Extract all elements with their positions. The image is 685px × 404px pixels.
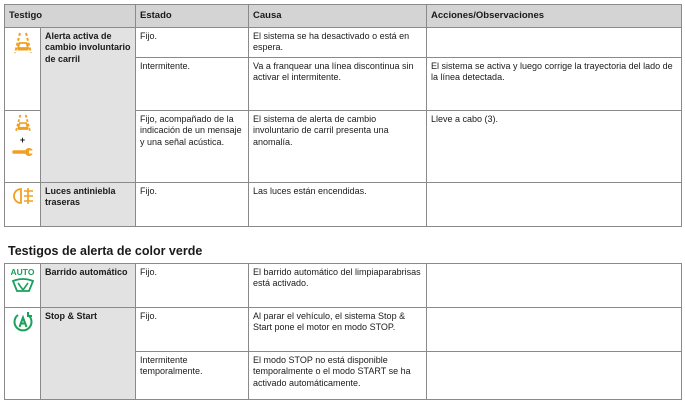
header-acciones: Acciones/Observaciones [427,5,682,28]
causa-cell: El sistema de alerta de cambio involuntario de carril presenta una anomalía. [249,110,427,182]
lane-warning-name: Alerta activa de cambio involuntario de carril [41,28,136,183]
rear-fog-light-icon [11,186,35,206]
acciones-cell [427,28,682,58]
lane-icon-cell [5,28,41,111]
stop-start-icon [12,311,34,333]
wiper-name: Barrido automático [41,264,136,308]
header-estado: Estado [136,5,249,28]
acciones-cell [427,352,682,400]
stop-start-icon-cell [5,308,41,400]
table-row [5,182,682,226]
lane-fault-icon-cell [5,110,41,182]
acciones-cell [427,308,682,352]
causa-cell: Va a franquear una línea discontinua sin activar el intermitente. [249,57,427,110]
acciones-cell [427,182,682,226]
section-title: Testigos de alerta de color verde [8,244,203,258]
acciones-cell [427,264,682,308]
estado-cell: Intermitente temporalmente. [136,352,249,400]
causa-cell: El sistema se ha desactivado o está en espera. [249,28,427,58]
stop-start-name: Stop & Start [41,308,136,400]
lane-departure-icon [11,31,35,55]
auto-wiper-icon [11,277,35,293]
fog-light-name: Luces antiniebla traseras [41,182,136,226]
estado-cell: Fijo. [136,28,249,58]
warning-lights-table-green [4,263,682,400]
table-row [5,264,682,308]
estado-cell: Fijo. [136,264,249,308]
header-testigo: Testigo [5,5,136,28]
wiper-icon-cell [5,264,41,308]
header-causa: Causa [249,5,427,28]
causa-cell: El barrido automático del limpiaparabrisas está activado. [249,264,427,308]
estado-cell: Fijo, acompañado de la indicación de un mensaje y una señal acústica. [136,110,249,182]
plus-sign: + [19,134,26,145]
causa-cell: Al parar el vehículo, el sistema Stop & Start pone el motor en modo STOP. [249,308,427,352]
table-row [5,308,682,352]
warning-lights-table-amber [4,4,682,227]
estado-cell: Intermitente. [136,57,249,110]
estado-cell: Fijo. [136,308,249,352]
fog-icon-cell [5,182,41,226]
acciones-cell: Lleve a cabo (3). [427,110,682,182]
causa-cell: Las luces están encendidas. [249,182,427,226]
causa-cell: El modo STOP no está disponible temporalmente o el modo START se ha activado automáticamente. [249,352,427,400]
table-row [5,28,682,58]
acciones-cell: El sistema se activa y luego corrige la trayectoria del lado de la línea detectada. [427,57,682,110]
estado-cell: Fijo. [136,182,249,226]
wrench-icon [12,146,34,158]
auto-label: AUTO [10,267,35,277]
lane-departure-icon [12,114,34,134]
table-header-row [5,5,682,28]
